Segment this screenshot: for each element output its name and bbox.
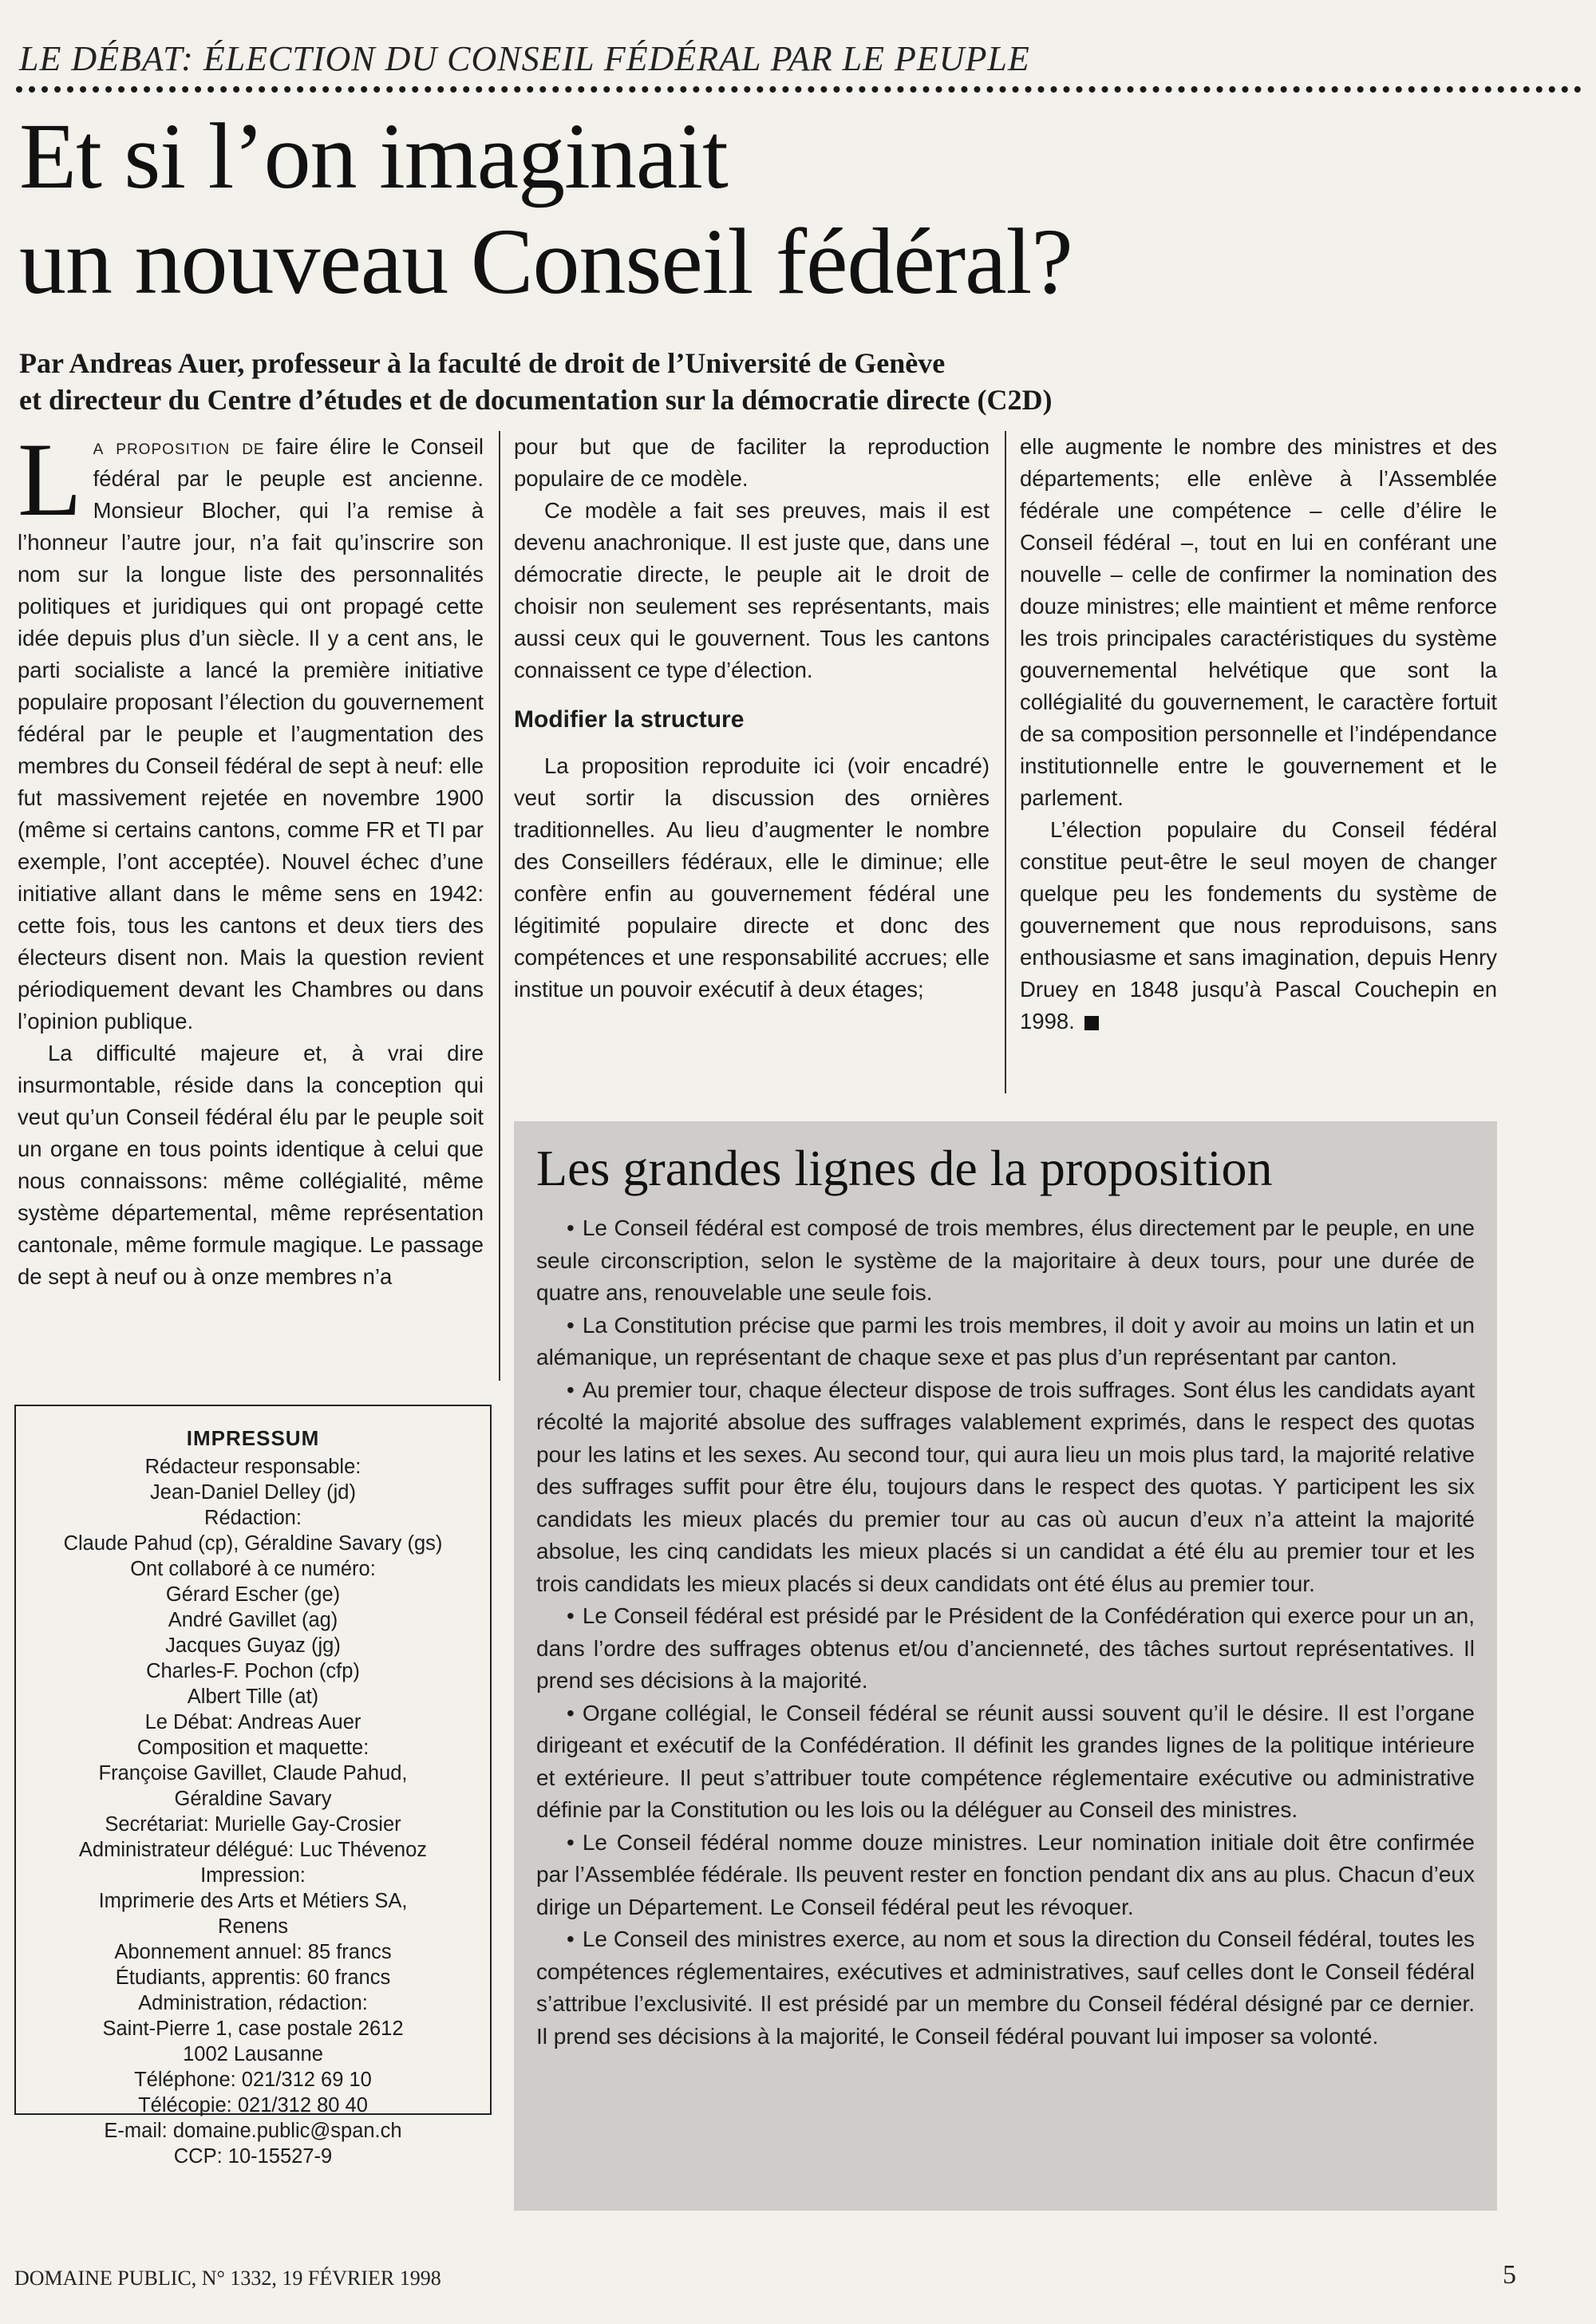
page-number: 5 [1503,2260,1516,2290]
impressum-line: Rédacteur responsable: [144,1456,361,1478]
box-item-text: La Constitution précise que parmi les trois membres, il doit y avoir au moins un latin et un alémanique, un représentant de chaque sexe et pas plus d’un représentant par canton. [536,1312,1475,1370]
impressum-line: Charles-F. Pochon (cfp) [146,1660,360,1682]
bullet-icon: • [567,1927,575,1951]
column-rule [499,431,500,1381]
impressum-line: E-mail: domaine.public@span.ch [104,2120,402,2142]
impressum-line: Saint-Pierre 1, case postale 2612 [102,2018,404,2040]
impressum-line: Gérard Escher (ge) [165,1583,341,1606]
article-column-3 [1020,431,1497,1133]
bullet-icon: • [567,1215,575,1240]
impressum-line: Composition et maquette: [136,1737,369,1759]
impressum-heading: IMPRESSUM [186,1426,320,1450]
impressum-line: Impression: [200,1864,306,1887]
impressum-box [14,1405,492,2168]
impressum-line: Géraldine Savary [174,1788,332,1810]
drop-cap: L [18,421,82,538]
bullet-icon: • [567,1312,575,1338]
title-line-1: Et si l’on imaginait [19,104,728,208]
box-item-text: Organe collégial, le Conseil fédéral se réunit aussi souvent qu’il le désire. Il est l’organe dirigeant et exécutif de la Confédération. Il définit les grandes lignes de la politique intérieure et extérieure. Il peut s’attribuer toute compétence réglementaire exécutive ou administrative définie par la Constitution ou les lois ou la déléguer au Conseil des ministres. [536,1700,1475,1822]
paragraph-7-text: L’élection populaire du Conseil fédéral constitue peut-être le seul moyen de changer quelque peu les fondements du système de gouvernement que nous reproduisons, sans enthousiasme et sans imagination, depuis Henry Druey en 1848 jusqu’à Pascal Couchepin en 1998. [1020,817,1497,1034]
dotted-divider [16,86,1582,93]
box-item [536,1600,1475,1698]
impressum-line: Ont collaboré à ce numéro: [130,1558,376,1580]
impressum-line: 1002 Lausanne [183,2043,323,2065]
box-item [536,1310,1475,1374]
impressum-line: Télécopie: 021/312 80 40 [138,2094,368,2116]
impressum-line: André Gavillet (ag) [168,1609,338,1631]
impressum-line: Administration, rédaction: [138,1992,368,2014]
byline-line-1: Par Andreas Auer, professeur à la faculté de droit de l’Université de Genève [19,347,946,379]
paragraph-1-text: faire élire le Conseil fédéral par le peuple est ancienne. Monsieur Blocher, qui l’a remise à l’honneur l’autre jour, n’a fait qu’inscrire son nom sur la longue liste des personnalités politiques et juridiques qui ont propagé cette idée depuis plus d’un siècle. Il y a cent ans, le parti socialiste a lancé la première initiative populaire proposant l’élection du gouvernement fédéral par le peuple et l’augmentation des membres du Conseil fédéral de sept à neuf: elle fut massivement rejetée en novembre 1900 (même si certains cantons, comme FR et TI par exemple, l’ont acceptée). Nouvel échec d’une initiative allant dans le même sens en 1942: cette fois, tous les cantons et deux tiers des électeurs disent non. Mais la question revient périodiquement devant les Chambres ou dans l’opinion publique. [18,434,484,1034]
impressum-line: Secrétariat: Murielle Gay-Crosier [105,1813,401,1836]
box-item [536,1923,1475,2053]
impressum-line: Jacques Guyaz (jg) [165,1634,341,1657]
impressum-line: Imprimerie des Arts et Métiers SA, [98,1890,408,1912]
impressum-line: Abonnement annuel: 85 francs [114,1941,392,1963]
bullet-icon: • [567,1700,575,1725]
impressum-line: Claude Pahud (cp), Géraldine Savary (gs) [63,1532,443,1555]
impressum-line: CCP: 10-15527-9 [173,2145,333,2168]
section-rubric: LE DÉBAT: ÉLECTION DU CONSEIL FÉDÉRAL PAR LE PEUPLE [19,39,1030,78]
paragraph-5: La proposition reproduite ici (voir encadré) veut sortir la discussion des ornières traditionnelles. Au lieu d’augmenter le nombre des Conseillers fédéraux, elle le diminue; elle confère enfin au gouvernement fédéral une légitimité populaire directe et donc des compétences et une responsabilité accrues; elle institue un pouvoir exécutif à deux étages; [514,753,990,1002]
box-item-text: Au premier tour, chaque électeur dispose de trois suffrages. Sont élus les candidats ayant récolté la majorité absolue des suffrages valablement exprimés, dans le respect des quotas pour les latins et les sexes. Au second tour, qui aura lieu un mois plus tard, la majorité relative des suffrages suffit pour être élu, toujours dans le respect des quotas. Y participent les six candidats les mieux placés du premier tour au cas où aucun d’eux n’a atteint la majorité absolue, les cinq candidats les mieux placés si un candidat a été élu au premier tour et les trois candidats les mieux placés si deux candidats ont été élus au premier tour. [536,1377,1475,1596]
title-line-2: un nouveau Conseil fédéral? [19,209,1073,314]
subheading: Modifier la structure [514,706,745,733]
impressum-line: Le Débat: Andreas Auer [144,1711,361,1733]
paragraph-2: La difficulté majeure et, à vrai dire insurmontable, réside dans la conception qui veut qu’un Conseil fédéral élu par le peuple soit un organe en tous points identique à celui que nous connaissons: même collégialité, même système départemental, même représentation cantonale, même formule magique. Le passage de sept à neuf ou à onze membres n’a [18,1041,484,1289]
box-items [536,1212,1475,2053]
box-item-text: Le Conseil fédéral nomme douze ministres. Leur nomination initiale doit être confirmée par l’Assemblée fédérale. Ils peuvent rester en fonction pendant dix ans au plus. Chacun d’eux dirige un Département. Le Conseil fédéral peut les révoquer. [536,1829,1475,1919]
paragraph-4: Ce modèle a fait ses preuves, mais il est devenu anachronique. Il est juste que, dans une démocratie directe, le peuple ait le droit de choisir non seulement ses représentants, mais aussi ceux qui le gouvernent. Tous les cantons connaissent ce type d’élection. [514,498,990,682]
box-item [536,1374,1475,1601]
footer-publication: DOMAINE PUBLIC, N° 1332, 19 FÉVRIER 1998 [14,2267,441,2290]
box-item-text: Le Conseil fédéral est présidé par le Président de la Confédération qui exerce pour un an, dans l’ordre des suffrages obtenus et/ou d’ancienneté, des tâches surtout représentatives. Il prend ses décisions à la majorité. [536,1603,1475,1693]
article-title [19,104,1535,314]
box-item [536,1212,1475,1310]
box-item [536,1698,1475,1827]
paragraph-1 [18,421,484,1038]
box-title: Les grandes lignes de la proposition [536,1140,1273,1196]
column-rule [1005,431,1006,1093]
impressum-line: Renens [218,1915,288,1938]
byline [19,345,1583,418]
proposal-box [514,1121,1497,2211]
paragraph-3: pour but que de faciliter la reproduction populaire de ce modèle. [514,434,990,491]
article-column-1 [18,421,484,1389]
box-item-text: Le Conseil des ministres exerce, au nom et sous la direction du Conseil fédéral, toutes les compétences réglementaires, exécutives et administratives, sauf celles dont le Conseil fédéral s’attribue l’exclusivité. Il est présidé par un membre du Conseil fédéral désigné par ce dernier. Il prend ses décisions à la majorité, le Conseil fédéral pouvant lui imposer sa volonté. [536,1927,1475,2049]
end-mark-icon [1084,1016,1099,1030]
impressum-line: Rédaction: [204,1507,302,1529]
box-item-text: Le Conseil fédéral est composé de trois membres, élus directement par le peuple, en une seule circonscription, selon le système de la majoritaire à deux tours, pour une durée de quatre ans, renouvelable une seule fois. [536,1215,1475,1305]
box-item [536,1827,1475,1924]
bullet-icon: • [567,1829,575,1855]
impressum-line: Administrateur délégué: Luc Thévenoz [78,1839,428,1861]
paragraph-6: elle augmente le nombre des ministres et des départements; elle enlève à l’Assemblée fédérale une compétence – celle d’élire le Conseil fédéral –, tout en lui en conférant une nouvelle – celle de confirmer la nomination des douze ministres; elle maintient et même renforce les trois principales caractéristiques du système gouvernemental helvétique que sont la collégialité du gouvernement, le caractère fortuit de sa composition personnelle et l’indépendance institutionnelle entre le gouvernement et le parlement. [1020,434,1497,810]
impressum-line: Albert Tille (at) [187,1686,319,1708]
lead-smallcaps: a proposition de [93,434,265,459]
impressum-line: Françoise Gavillet, Claude Pahud, [98,1762,408,1785]
article-column-2 [514,431,990,1101]
bullet-icon: • [567,1377,575,1402]
paragraph-7 [1020,814,1497,1038]
impressum-line: Jean-Daniel Delley (jd) [150,1481,356,1504]
impressum-line: Téléphone: 021/312 69 10 [134,2069,372,2091]
byline-line-2: et directeur du Centre d’études et de documentation sur la démocratie directe (C2D) [19,384,1053,416]
impressum-line: Étudiants, apprentis: 60 francs [115,1966,391,1989]
bullet-icon: • [567,1603,575,1628]
